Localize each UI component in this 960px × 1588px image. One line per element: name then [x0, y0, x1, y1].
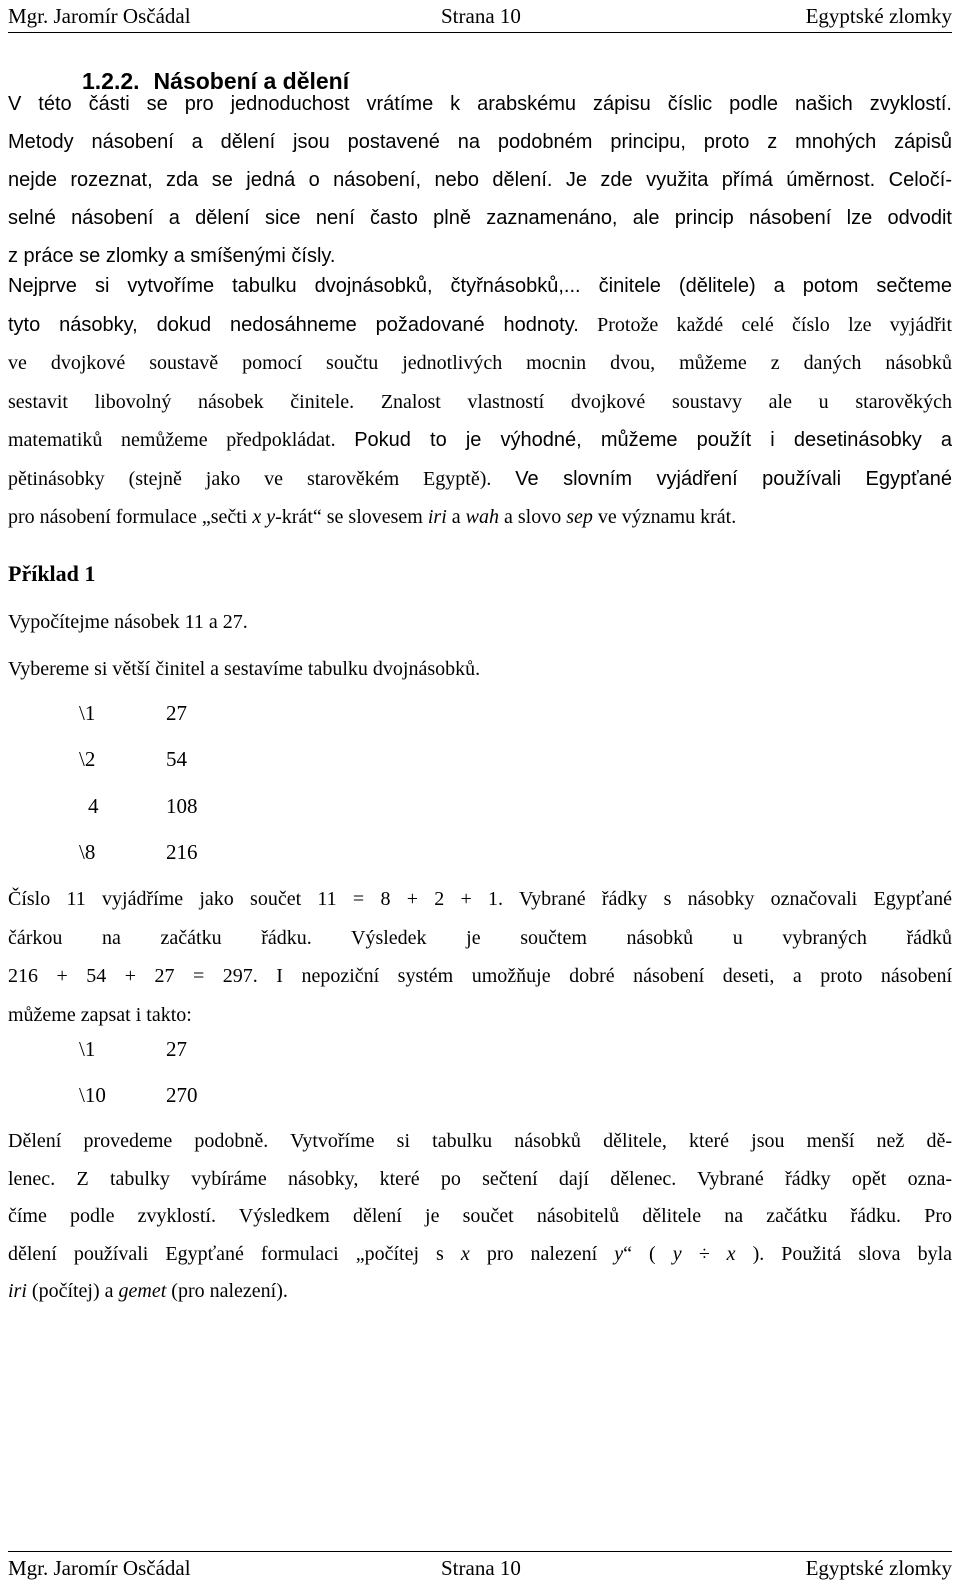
text-segment: ). Použitá slova byla — [752, 1242, 953, 1265]
text-segment: Číslo 11 vyjádříme jako součet — [8, 888, 302, 910]
text-serif: pětinásobky (stejně jako ve starověkém Egyptě). — [8, 467, 492, 490]
paragraph-division — [8, 1123, 952, 1311]
equation-11: 11 = 8 + 2 + 1 — [317, 888, 499, 910]
example-intro — [8, 650, 952, 688]
paragraph-line — [8, 306, 952, 345]
table-multiplier: 4 — [88, 794, 99, 818]
footer-author: Mgr. Jaromír Osčádal — [8, 1556, 191, 1580]
text-segment: . I nepoziční systém umožňuje dobré násobení deseti, a proto násobení — [252, 965, 953, 987]
text-segment: a slovo — [504, 506, 562, 528]
paragraph-line — [8, 383, 952, 422]
egyptian-word-gemet: gemet — [118, 1280, 167, 1302]
division-expression: y ÷ x — [672, 1242, 736, 1265]
example-intro-text: Vybereme si větší činitel a sestavíme tabulku dvojnásobků. — [8, 658, 481, 680]
table-value: 108 — [166, 794, 198, 818]
header-author: Mgr. Jaromír Osčádal — [8, 4, 191, 28]
egyptian-word-wah: wah — [465, 506, 500, 528]
variable-y: y — [266, 506, 276, 528]
paragraph-line: Nejprve si vytvoříme tabulku dvojnásobků, čtyřnásobků,... činitele (dělitele) a potom sečteme — [8, 275, 952, 297]
paragraph-intro — [8, 85, 952, 275]
paragraph-line — [8, 498, 952, 537]
variable-y: y — [614, 1242, 624, 1265]
footer-page-number: Strana 10 — [441, 1556, 521, 1580]
section-title: Násobení a dělení — [153, 68, 350, 94]
section-number: 1.2.2. — [82, 68, 140, 94]
table-multiplier: \8 — [79, 840, 96, 864]
page-footer — [8, 1551, 952, 1584]
table-value: 270 — [166, 1083, 198, 1107]
table-multiplier: \1 — [79, 701, 96, 725]
paragraph-method — [8, 267, 952, 537]
egyptian-word-iri: iri — [8, 1280, 27, 1302]
paragraph-line: Metody násobení a dělení jsou postavené na podobném principu, proto z mnohých zápisů — [8, 131, 952, 153]
text-segment: “ ( — [623, 1242, 656, 1265]
paragraph-line — [8, 1236, 952, 1274]
example-task-text: Vypočítejme násobek 11 a 27. — [8, 611, 248, 633]
paragraph-line: číme podle zvyklostí. Výsledkem dělení je součet násobitelů dělitele na začátku řádku. Pro — [8, 1205, 952, 1227]
text-segment: dělení používali Egypťané formulaci „počítej s — [8, 1242, 444, 1265]
text-segment: a — [451, 506, 461, 528]
table-value: 27 — [166, 701, 187, 725]
table-multiplier: \10 — [79, 1083, 106, 1107]
table-value: 27 — [166, 1037, 187, 1061]
text-serif: Znalost vlastností dvojkové soustavy ale u starověkých — [380, 390, 952, 413]
header-document-title: Egyptské zlomky — [805, 4, 952, 28]
table-multiplier: \2 — [79, 747, 96, 771]
paragraph-line: z práce se zlomky a smíšenými čísly. — [8, 245, 336, 267]
table-value: 54 — [166, 747, 187, 771]
text-serif: sestavit libovolný násobek činitele. — [8, 390, 355, 413]
page-header — [8, 0, 952, 33]
text-segment: pro násobení formulace „sečti — [8, 506, 248, 528]
paragraph-line: můžeme zapsat i takto: — [8, 1003, 192, 1026]
table-multiplier: \1 — [79, 1037, 96, 1061]
footer-document-title: Egyptské zlomky — [805, 1556, 952, 1580]
text-sans: Pokud to je výhodné, můžeme použít i desetinásobky a — [354, 429, 952, 451]
paragraph-line: Dělení provedeme podobně. Vytvoříme si tabulku násobků dělitele, které jsou menší než dě- — [8, 1130, 952, 1152]
paragraph-line — [8, 957, 952, 996]
variable-x: x — [460, 1242, 470, 1265]
paragraph-line: nejde rozeznat, zda se jedná o násobení, nebo dělení. Je zde využita přímá úměrnost. Celočí- — [8, 169, 952, 191]
egyptian-word-iri: iri — [427, 506, 447, 528]
text-segment: . Vybrané řádky s násobky označovali Egypťané — [498, 888, 952, 910]
paragraph-line: lenec. Z tabulky vybíráme násobky, které po sečtení dají dělenec. Vybrané řádky opět ozna- — [8, 1167, 952, 1190]
text-serif: Protože každé celé číslo lze vyjádřit — [597, 313, 953, 336]
example-heading: Příklad 1 — [8, 561, 96, 586]
paragraph-line: V této části se pro jednoduchost vrátíme k arabskému zápisu číslic podle našich zvyklostí. — [8, 93, 952, 115]
header-page-number: Strana 10 — [441, 4, 521, 28]
text-segment: (počítej) a — [31, 1280, 114, 1302]
paragraph-line: čárkou na začátku řádku. Výsledek je součtem násobků u vybraných řádků — [8, 926, 952, 949]
text-serif: matematiků nemůžeme předpokládat. — [8, 429, 336, 451]
paragraph-line: ve dvojkové soustavě pomocí součtu jednotlivých mocnin dvou, můžeme z daných násobků — [8, 352, 952, 374]
paragraph-example-explanation — [8, 880, 952, 1034]
text-sans: tyto násobky, dokud nedosáhneme požadované hodnoty. — [8, 313, 579, 336]
text-segment: pro nalezení — [486, 1242, 598, 1265]
paragraph-line — [8, 460, 952, 499]
paragraph-line — [8, 880, 952, 919]
table-value: 216 — [166, 840, 198, 864]
variable-x: x — [252, 506, 262, 528]
egyptian-word-sep: sep — [566, 506, 593, 528]
text-segment: (pro nalezení). — [171, 1280, 288, 1302]
text-segment: ve významu krát. — [597, 506, 737, 528]
paragraph-line — [8, 1273, 952, 1311]
equation-297: 216 + 54 + 27 = 297 — [8, 965, 253, 987]
text-segment: -krát“ se slovesem — [275, 506, 423, 528]
text-sans: Ve slovním vyjádření používali Egypťané — [515, 467, 952, 490]
example-task — [8, 603, 952, 641]
paragraph-line — [8, 421, 952, 460]
paragraph-line: selné násobení a dělení sice není často plně zaznamenáno, ale princip násobení lze odvodit — [8, 207, 952, 229]
